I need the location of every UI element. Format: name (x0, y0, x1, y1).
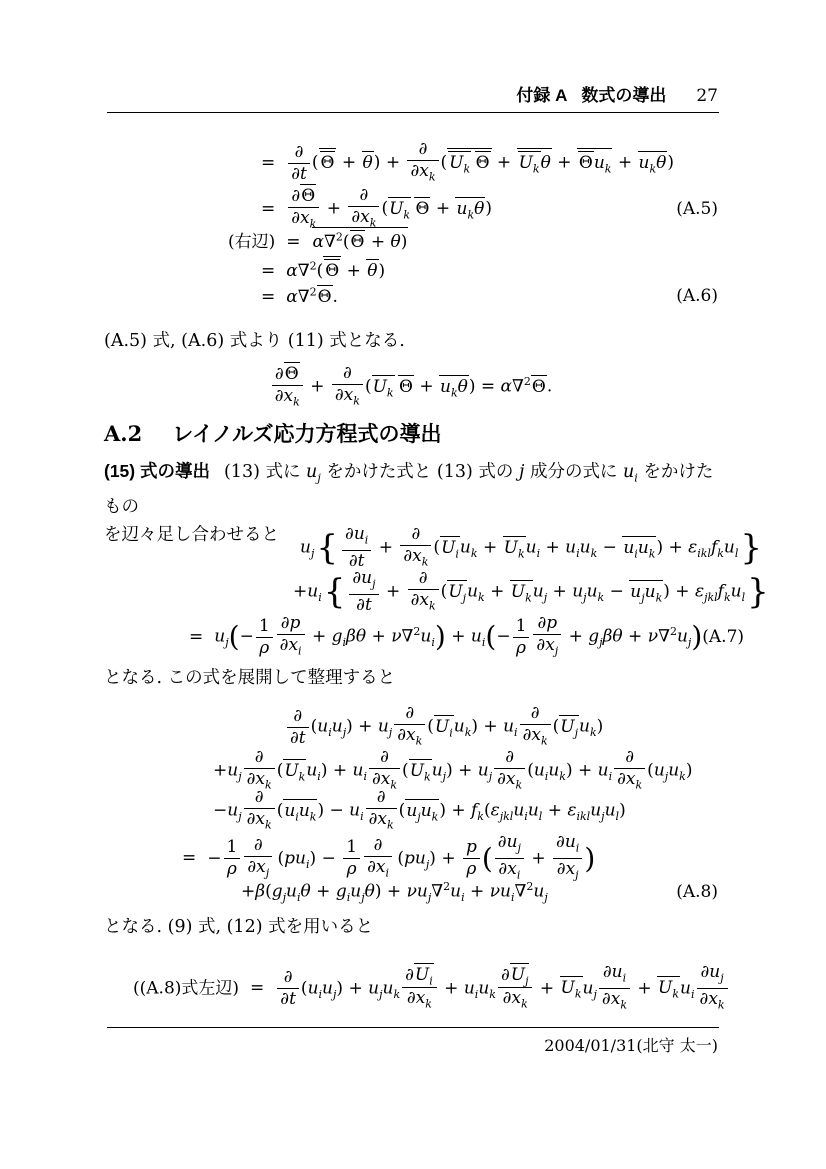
header-appendix-label: 付録 A (516, 86, 568, 105)
equation-body: = $u_j(-$ $\frac{1}{\rho}$ $\frac{\partial p}{\partial x_i}$ + $g_i\beta\theta + \nu\nabla^2u_i) + u_i(-$ $\frac{1}{\rho}$ $\frac{\partial p}{\partial x_j}$ + $g_j\beta\theta + \nu\nabla^2u_j$) (178, 613, 702, 661)
eq-a5-line1 (104, 139, 718, 187)
eq-a7-line1 (104, 524, 763, 572)
eq-a8-line3 (104, 787, 718, 835)
section-title: レイノルズ応力方程式の導出 (172, 423, 442, 446)
equation-body: (右辺) = α∇$^2$(Θ + θ) (228, 227, 408, 252)
equation-body: = − $\frac{1}{\rho}$ ∂ $\partial x_j$ $(pu_i)$ − $\frac{1}{\rho}$ ∂ $\partial x_i$ $(pu_j)$ + $\frac{p}{\rho}$ ( $\frac{\partial u_j}{\partial x_i}$ + $\frac{\partial u_i}{\partial x_j}$ ) (171, 832, 595, 886)
footer-rule (107, 1027, 719, 1028)
equation-body: = ∂ ∂t ( Θ + θ) + ∂ $\partial x_k$ ( $U_k$ $\Theta + U_k\theta + \Theta u_k + u_k\theta$) (250, 139, 674, 187)
run-in-heading-deriv15: (15) 式の導出 (104, 461, 210, 481)
header-rule (107, 112, 719, 113)
eq-a8-line4 (104, 832, 718, 886)
header-page-number: 27 (696, 86, 718, 106)
page-header (104, 85, 718, 107)
equation-body: $-u_j$ ∂ $\partial x_k$ $(u_iu_k) - u_i$ ∂ $\partial x_k$ $(u_ju_k) + f_k(\varepsilon_{jkl}u_iu_l + \varepsilon_{ikl}u_ju_l)$ (213, 787, 626, 835)
equation-body: = α∇$^2$( Θ + θ) (250, 256, 385, 281)
equation-body: ((A.8)式左辺) = ∂ ∂t $(u_iu_j) + u_ju_k$ $\frac{\partial U_i}{\partial x_k}$ + $u_iu_k$ $\frac{\partial U_j}{\partial x_k}$ + $U_ku_j$ $\frac{\partial u_i}{\partial x_k}$ + $U_ku_i$ $\frac{\partial u_j}{\partial x_k}$ (133, 962, 730, 1016)
equation-body: = α∇$^2$Θ. (261, 285, 338, 307)
equation-label-a8: (A.8) (676, 882, 718, 903)
paragraph-line2: を辺々足し合わせると (104, 524, 279, 545)
header-chapter-title: 数式の導出 (581, 86, 667, 105)
section-heading-a2 (104, 418, 718, 448)
equation-body: = $\frac{\partial\Theta}{\partial x_k}$ + ∂ $\partial x_k$ ($U_k$ $\Theta + u_k\theta$) (250, 184, 492, 234)
equation-label-a6: (A.6) (676, 286, 718, 306)
paragraph-after-a8: となる. (9) 式, (12) 式を用いると (104, 917, 374, 937)
equation-body: $+u_j$ ∂ $\partial x_k$ $(U_ku_i) + u_i$ ∂ $\partial x_k$ $(U_ku_j) + u_j$ ∂ $\partial x_k$ $(u_iu_k) + u_i$ ∂ $\partial x_k$ $(u_ju_k)$ (213, 747, 692, 795)
equation-label-a7: (A.7) (702, 627, 745, 648)
eq-a8-line5 (104, 880, 718, 904)
eq-rhs-line1 (104, 227, 718, 252)
page-footer-date-author: 2004/01/31(北守 太一) (544, 1036, 718, 1055)
section-number: A.2 (104, 421, 143, 446)
eq-rhs-line2 (104, 256, 718, 281)
eq-a8-lhs-expansion (104, 962, 725, 1016)
equation-body: $+\beta(g_ju_i\theta + g_iu_j\theta) + \nu u_j\nabla^2u_i + \nu u_i\nabla^2u_j$ (241, 880, 548, 905)
equation-label-a5: (A.5) (676, 199, 718, 220)
eq-a8-line1 (104, 703, 718, 751)
equation-body: $+u_i${ $\frac{\partial u_j}{\partial t}$ + ∂ $\partial x_k$ $(U_ju_k + U_ku_j + u_ju_k - u_ju_k) + \varepsilon_{jkl}f_ku_l$} (293, 568, 769, 616)
paragraph-after-a7: となる. この式を展開して整理すると (104, 668, 396, 688)
eq-a6-line (104, 285, 718, 307)
eq-11-display (104, 362, 718, 412)
eq-a7-line3 (104, 613, 745, 661)
equation-body: $u_j${ $\frac{\partial u_i}{\partial t}$ + ∂ $\partial x_k$ $(U_iu_k + U_ku_i + u_iu_k - u_iu_k) + \varepsilon_{ikl}f_ku_l$} (300, 524, 763, 572)
paragraph-after-a6: (A.5) 式, (A.6) 式より (11) 式となる. (104, 331, 405, 351)
paragraph-inline-math: (13) 式に $u_j$ をかけた式と (13) 式の j 成分の式に $u_i$ をかけたもの (104, 462, 714, 517)
equation-body: $\frac{\partial\Theta}{\partial x_k}$ + ∂ $\partial x_k$ ($U_k$ $\Theta + u_k\theta) = \alpha\nabla^2\Theta$. (270, 362, 553, 412)
eq-a7-line2 (104, 568, 769, 616)
equation-body: ∂ ∂t $(u_iu_j) + u_j$ ∂ $\partial x_k$ $(U_iu_k) + u_i$ ∂ $\partial x_k$ $(U_ju_k)$ (285, 703, 603, 751)
